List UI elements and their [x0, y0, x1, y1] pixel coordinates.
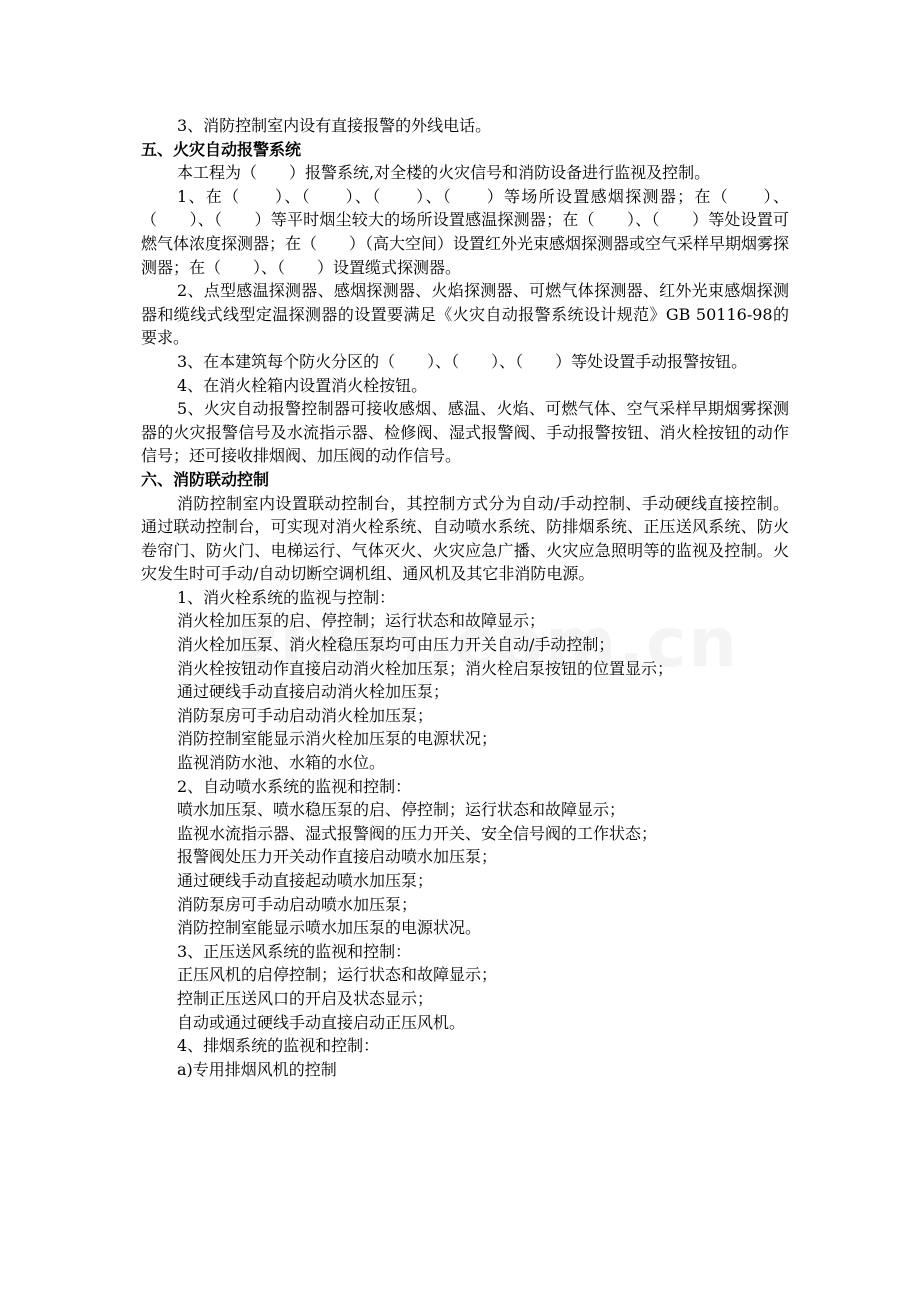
list-item: 消火栓加压泵的启、停控制；运行状态和故障显示；: [177, 611, 546, 631]
subsection-sprinkler-system: 2、自动喷水系统的监视和控制：: [177, 776, 412, 796]
subsection-hydrant-system: 1、消火栓系统的监视与控制：: [177, 587, 396, 607]
paragraph-manual-alarm-buttons: 3、在本建筑每个防火分区的（ ）、（ ）、（ ）等处设置手动报警按钮。: [177, 351, 748, 371]
list-item: 消防泵房可手动启动喷水加压泵；: [177, 894, 418, 914]
subsection-smoke-exhaust-system: 4、排烟系统的监视和控制：: [177, 1036, 380, 1056]
list-item: 消火栓加压泵、消火栓稳压泵均可由压力开关自动/手动控制；: [177, 635, 615, 655]
list-item: 控制正压送风口的开启及状态显示；: [177, 988, 434, 1008]
list-item: 消防泵房可手动启动消火栓加压泵；: [177, 705, 434, 725]
list-item: 消火栓按钮动作直接启动消火栓加压泵；消火栓启泵按钮的位置显示；: [177, 658, 674, 678]
section-heading-fire-alarm: 五、火灾自动报警系统: [141, 139, 302, 159]
paragraph-alarm-intro: 本工程为（ ）报警系统,对全楼的火灾信号和消防设备进行监视及控制。: [177, 163, 711, 183]
list-item: 通过硬线手动直接起动喷水加压泵；: [177, 871, 434, 890]
list-item: a)专用排烟风机的控制: [177, 1059, 337, 1079]
list-item: 正压风机的启停控制；运行状态和故障显示；: [177, 965, 498, 985]
paragraph-detector-locations: 1、在（ ）、（ ）、（ ）、（ ）等场所设置感烟探测器；在（ ）、（ ）、（ ）等平时烟尘较大的场所设置感温探测器；在（ ）、（ ）等处设置可燃气体浓度探测器；在（ ）（高大空间）设置红外光束感烟探测器或空气采样早期烟雾探测器；在（ ）、（ ）设置缆式探测器。: [141, 186, 790, 277]
list-item: 监视消防水池、水箱的水位。: [177, 753, 386, 773]
paragraph-detector-standard: 2、点型感温探测器、感烟探测器、火焰探测器、可燃气体探测器、红外光束感烟探测器和缆线式线型定温探测器的设置要满足《火灾自动报警系统设计规范》GB 50116-98的要求。: [141, 281, 789, 348]
list-item: 自动或通过硬线手动直接启动正压风机。: [177, 1012, 466, 1032]
paragraph-hydrant-buttons: 4、在消火栓箱内设置消火栓按钮。: [177, 375, 428, 395]
section-heading-linkage-control: 六、消防联动控制: [141, 469, 270, 489]
document-body: [141, 114, 789, 1081]
list-item: 通过硬线手动直接启动消火栓加压泵；: [177, 682, 450, 702]
subsection-pressurization-system: 3、正压送风系统的监视和控制：: [177, 941, 412, 961]
list-item: 报警阀处压力开关动作直接启动喷水加压泵；: [177, 847, 498, 867]
list-item: 消防控制室能显示消火栓加压泵的电源状况；: [177, 729, 498, 749]
paragraph-alarm-controller: 5、火灾自动报警控制器可接收感烟、感温、火焰、可燃气体、空气采样早期烟雾探测器的火灾报警信号及水流指示器、检修阀、湿式报警阀、手动报警按钮、消火栓按钮的动作信号；还可接收排烟阀、加压阀的动作信号。: [141, 399, 789, 466]
list-item: 消防控制室能显示喷水加压泵的电源状况。: [177, 918, 482, 938]
list-item: 监视水流指示器、湿式报警阀的压力开关、安全信号阀的工作状态；: [177, 823, 658, 843]
list-item: 喷水加压泵、喷水稳压泵的启、停控制；运行状态和故障显示；: [177, 800, 626, 820]
paragraph-linkage-intro: 消防控制室内设置联动控制台，其控制方式分为自动/手动控制、手动硬线直接控制。通过联动控制台，可实现对消火栓系统、自动喷水系统、防排烟系统、正压送风系统、防火卷帘门、防火门、电梯运行、气体灭火、火灾应急广播、火灾应急照明等的监视及控制。火灾发生时可手动/自动切断空调机组、通风机及其它非消防电源。: [141, 493, 789, 584]
paragraph-phone-line: 3、消防控制室内设有直接报警的外线电话。: [177, 116, 492, 135]
